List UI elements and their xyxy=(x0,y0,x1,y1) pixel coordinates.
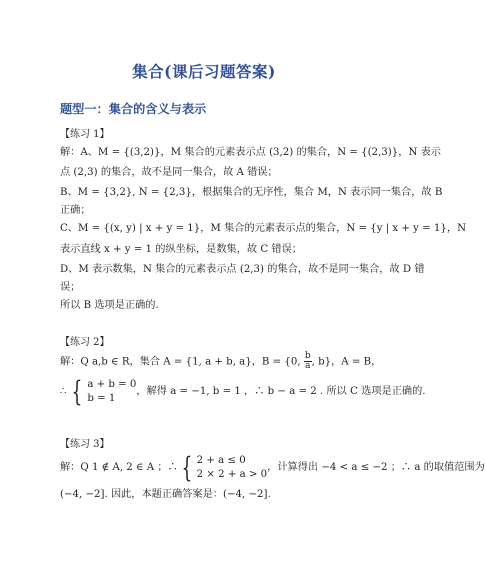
exercise-1-label: 【练习 1】 xyxy=(60,129,110,140)
inequality: 2 + a ≤ 0 xyxy=(196,455,246,466)
fraction-numerator: b xyxy=(304,351,311,361)
exercise-3-text: ，计算得出 −4 < a ≤ −2 ；∴ a 的取值范围为 xyxy=(267,462,485,474)
exercise-1-line: D、M 表示数集，N 集合的元素表示点 (2,3) 的集合，故不是同一集合，故 D 错 xyxy=(60,264,425,275)
equation-system xyxy=(87,378,136,406)
inequality-system xyxy=(197,454,268,482)
exercise-1-line: 误； xyxy=(60,282,81,293)
exercise-2-text: , b}，A = B， xyxy=(311,356,382,368)
exercise-1-line: 正确； xyxy=(60,205,91,216)
exercise-1-line: 解：A、M = {(3,2)}，M 集合的元素表示点 (3,2) 的集合，N = {(2,3)}，N 表示 xyxy=(60,147,441,158)
fraction-denominator: a xyxy=(305,361,311,371)
left-brace: { xyxy=(181,451,193,484)
inequality: 2 × 2 + a > 0 xyxy=(196,469,268,480)
exercise-3-text: 解：Q 1 ∉ A, 2 ∈ A ；∴ xyxy=(60,462,178,474)
exercise-3-label: 【练习 3】 xyxy=(60,439,110,450)
equation: a + b = 0 xyxy=(87,379,137,390)
exercise-3-line-1 xyxy=(60,451,485,484)
equation: b = 1 xyxy=(87,393,116,404)
exercise-1-line: 所以 B 选项是正确的. xyxy=(60,300,159,311)
exercise-1-line: B、M = {3,2}, N = {2,3}，根据集合的无序性，集合 M，N 表示同一集合，故 B xyxy=(60,187,443,198)
exercise-2-text: 解：Q a,b ∈ R，集合 A = {1, a + b, a}，B = {0, xyxy=(60,356,304,368)
exercise-2-text: ，解得 a = −1, b = 1 ，∴ b − a = 2 . 所以 C 选项是正确的. xyxy=(136,386,426,398)
exercise-2-line-1 xyxy=(60,351,382,371)
exercise-2-label: 【练习 2】 xyxy=(60,337,110,348)
exercise-1-line: 表示直线 x + y = 1 的纵坐标，是数集，故 C 错误； xyxy=(60,244,302,255)
page-title: 集合(课后习题答案) xyxy=(132,62,276,81)
fraction-b-over-a xyxy=(304,352,312,371)
exercise-3-line-2: (−4, −2]. 因此，本题正确答案是：(−4, −2]. xyxy=(60,489,271,500)
exercise-2-system xyxy=(60,375,426,408)
section-heading: 题型一：集合的含义与表示 xyxy=(60,102,207,116)
exercise-1-line: 点 (2,3) 的集合，故不是同一集合，故 A 错误； xyxy=(60,167,278,178)
exercise-1-line: C、M = {(x, y) | x + y = 1}，M 集合的元素表示点的集合，N = {y | x + y = 1}，N xyxy=(60,223,467,234)
therefore-symbol: ∴ xyxy=(60,386,67,398)
left-brace: { xyxy=(72,375,83,408)
